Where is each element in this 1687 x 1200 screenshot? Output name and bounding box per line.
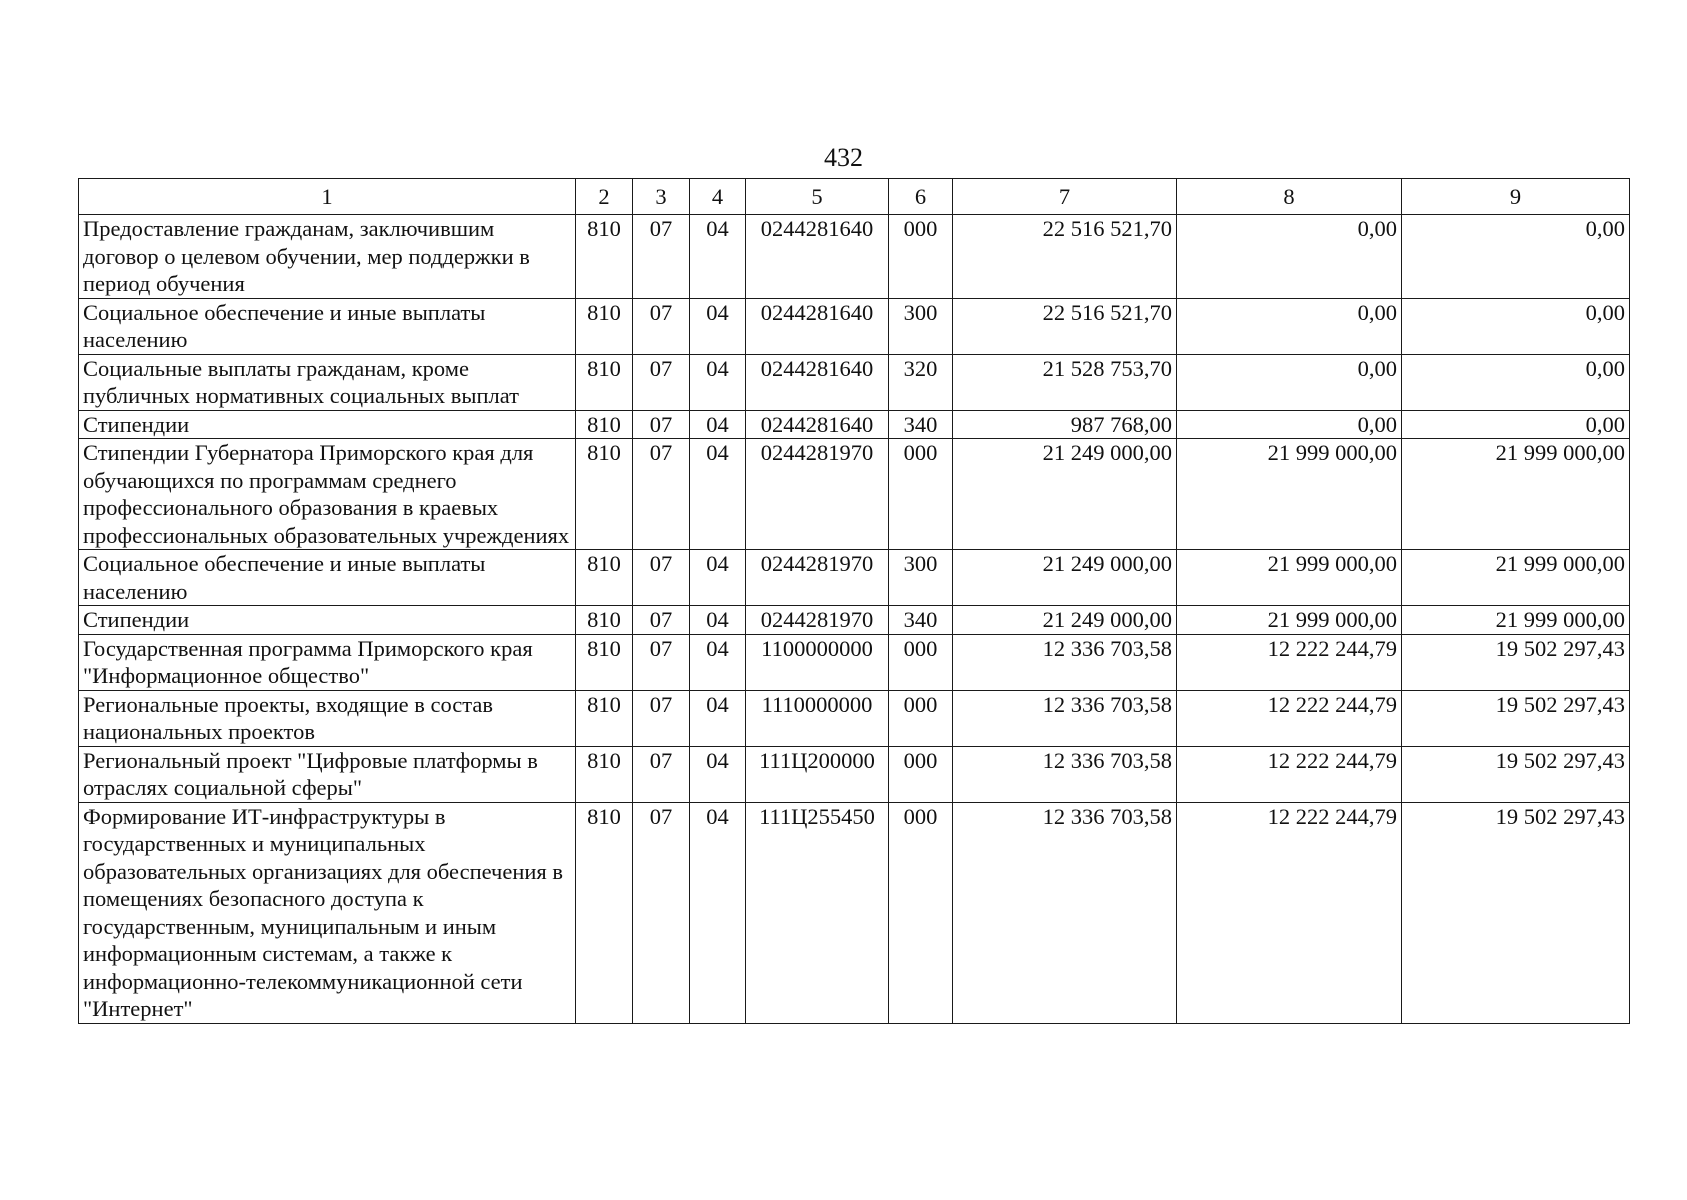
table-row [79, 634, 1630, 690]
amount-col-8: 12 222 244,79 [1177, 690, 1402, 746]
code-col-6: 320 [889, 354, 953, 410]
code-col-6: 000 [889, 746, 953, 802]
table-row [79, 439, 1630, 550]
amount-col-9: 21 999 000,00 [1402, 606, 1630, 635]
amount-col-9: 21 999 000,00 [1402, 439, 1630, 550]
amount-col-7: 12 336 703,58 [953, 690, 1177, 746]
table-row [79, 606, 1630, 635]
code-col-4: 04 [690, 410, 746, 439]
amount-col-8: 21 999 000,00 [1177, 439, 1402, 550]
row-name: Предоставление гражданам, заключившим договор о целевом обучении, мер поддержки в период обучения [79, 215, 576, 299]
amount-col-7: 21 528 753,70 [953, 354, 1177, 410]
code-col-6: 000 [889, 439, 953, 550]
code-col-3: 07 [633, 354, 690, 410]
code-col-5: 1110000000 [746, 690, 889, 746]
amount-col-8: 21 999 000,00 [1177, 606, 1402, 635]
amount-col-8: 0,00 [1177, 410, 1402, 439]
header-row [79, 179, 1630, 215]
amount-col-9: 0,00 [1402, 215, 1630, 299]
amount-col-7: 22 516 521,70 [953, 298, 1177, 354]
code-col-5: 0244281970 [746, 439, 889, 550]
amount-col-7: 21 249 000,00 [953, 550, 1177, 606]
table-row [79, 354, 1630, 410]
code-col-4: 04 [690, 802, 746, 1023]
column-header-1: 1 [79, 179, 576, 215]
code-col-2: 810 [576, 690, 633, 746]
row-name: Формирование ИТ-инфраструктуры в государственных и муниципальных образовательных организациях для обеспечения в помещениях безопасного доступа к государственным, муниципальным и иным информационным системам, а также к информационно-телекоммуникационной сети "Интернет" [79, 802, 576, 1023]
code-col-2: 810 [576, 606, 633, 635]
code-col-6: 340 [889, 410, 953, 439]
amount-col-7: 21 249 000,00 [953, 606, 1177, 635]
table-row [79, 215, 1630, 299]
row-name: Стипендии Губернатора Приморского края для обучающихся по программам среднего профессионального образования в краевых профессиональных образовательных учреждениях [79, 439, 576, 550]
table-row [79, 690, 1630, 746]
code-col-6: 000 [889, 634, 953, 690]
code-col-5: 111Ц255450 [746, 802, 889, 1023]
column-header-6: 6 [889, 179, 953, 215]
code-col-6: 300 [889, 550, 953, 606]
column-header-2: 2 [576, 179, 633, 215]
amount-col-9: 19 502 297,43 [1402, 690, 1630, 746]
amount-col-8: 0,00 [1177, 215, 1402, 299]
amount-col-7: 21 249 000,00 [953, 439, 1177, 550]
code-col-6: 300 [889, 298, 953, 354]
amount-col-7: 22 516 521,70 [953, 215, 1177, 299]
row-name: Региональный проект "Цифровые платформы в отраслях социальной сферы" [79, 746, 576, 802]
column-header-5: 5 [746, 179, 889, 215]
code-col-6: 000 [889, 690, 953, 746]
amount-col-9: 19 502 297,43 [1402, 802, 1630, 1023]
table-header [79, 179, 1630, 215]
column-header-3: 3 [633, 179, 690, 215]
amount-col-9: 0,00 [1402, 410, 1630, 439]
amount-col-8: 12 222 244,79 [1177, 746, 1402, 802]
amount-col-8: 0,00 [1177, 298, 1402, 354]
row-name: Стипендии [79, 410, 576, 439]
code-col-3: 07 [633, 802, 690, 1023]
code-col-3: 07 [633, 634, 690, 690]
table-row [79, 746, 1630, 802]
code-col-6: 000 [889, 802, 953, 1023]
code-col-5: 0244281970 [746, 550, 889, 606]
page-number: 432 [824, 143, 863, 172]
amount-col-8: 12 222 244,79 [1177, 802, 1402, 1023]
code-col-5: 111Ц200000 [746, 746, 889, 802]
code-col-2: 810 [576, 298, 633, 354]
amount-col-8: 21 999 000,00 [1177, 550, 1402, 606]
row-name: Региональные проекты, входящие в состав национальных проектов [79, 690, 576, 746]
table-row [79, 298, 1630, 354]
table-row [79, 550, 1630, 606]
amount-col-9: 21 999 000,00 [1402, 550, 1630, 606]
code-col-5: 0244281640 [746, 215, 889, 299]
code-col-2: 810 [576, 354, 633, 410]
code-col-4: 04 [690, 215, 746, 299]
code-col-3: 07 [633, 439, 690, 550]
amount-col-8: 0,00 [1177, 354, 1402, 410]
amount-col-7: 12 336 703,58 [953, 634, 1177, 690]
code-col-2: 810 [576, 802, 633, 1023]
code-col-5: 0244281640 [746, 354, 889, 410]
code-col-3: 07 [633, 215, 690, 299]
amount-col-7: 12 336 703,58 [953, 746, 1177, 802]
code-col-6: 000 [889, 215, 953, 299]
row-name: Социальное обеспечение и иные выплаты населению [79, 298, 576, 354]
code-col-5: 0244281970 [746, 606, 889, 635]
amount-col-9: 19 502 297,43 [1402, 746, 1630, 802]
code-col-2: 810 [576, 215, 633, 299]
code-col-2: 810 [576, 746, 633, 802]
code-col-2: 810 [576, 410, 633, 439]
row-name: Социальное обеспечение и иные выплаты населению [79, 550, 576, 606]
code-col-2: 810 [576, 634, 633, 690]
code-col-3: 07 [633, 606, 690, 635]
code-col-6: 340 [889, 606, 953, 635]
code-col-4: 04 [690, 354, 746, 410]
table-row [79, 410, 1630, 439]
code-col-5: 0244281640 [746, 410, 889, 439]
code-col-3: 07 [633, 298, 690, 354]
column-header-8: 8 [1177, 179, 1402, 215]
row-name: Социальные выплаты гражданам, кроме публичных нормативных социальных выплат [79, 354, 576, 410]
code-col-4: 04 [690, 746, 746, 802]
code-col-4: 04 [690, 690, 746, 746]
code-col-3: 07 [633, 410, 690, 439]
code-col-4: 04 [690, 606, 746, 635]
amount-col-9: 0,00 [1402, 298, 1630, 354]
row-name: Стипендии [79, 606, 576, 635]
amount-col-7: 987 768,00 [953, 410, 1177, 439]
code-col-3: 07 [633, 746, 690, 802]
table-body [79, 215, 1630, 1024]
code-col-3: 07 [633, 550, 690, 606]
table-row [79, 802, 1630, 1023]
amount-col-7: 12 336 703,58 [953, 802, 1177, 1023]
column-header-4: 4 [690, 179, 746, 215]
code-col-4: 04 [690, 634, 746, 690]
code-col-5: 1100000000 [746, 634, 889, 690]
code-col-4: 04 [690, 550, 746, 606]
row-name: Государственная программа Приморского края "Информационное общество" [79, 634, 576, 690]
amount-col-9: 19 502 297,43 [1402, 634, 1630, 690]
code-col-4: 04 [690, 298, 746, 354]
code-col-4: 04 [690, 439, 746, 550]
amount-col-8: 12 222 244,79 [1177, 634, 1402, 690]
column-header-7: 7 [953, 179, 1177, 215]
budget-table [78, 178, 1630, 1024]
column-header-9: 9 [1402, 179, 1630, 215]
amount-col-9: 0,00 [1402, 354, 1630, 410]
code-col-2: 810 [576, 550, 633, 606]
code-col-5: 0244281640 [746, 298, 889, 354]
code-col-2: 810 [576, 439, 633, 550]
code-col-3: 07 [633, 690, 690, 746]
